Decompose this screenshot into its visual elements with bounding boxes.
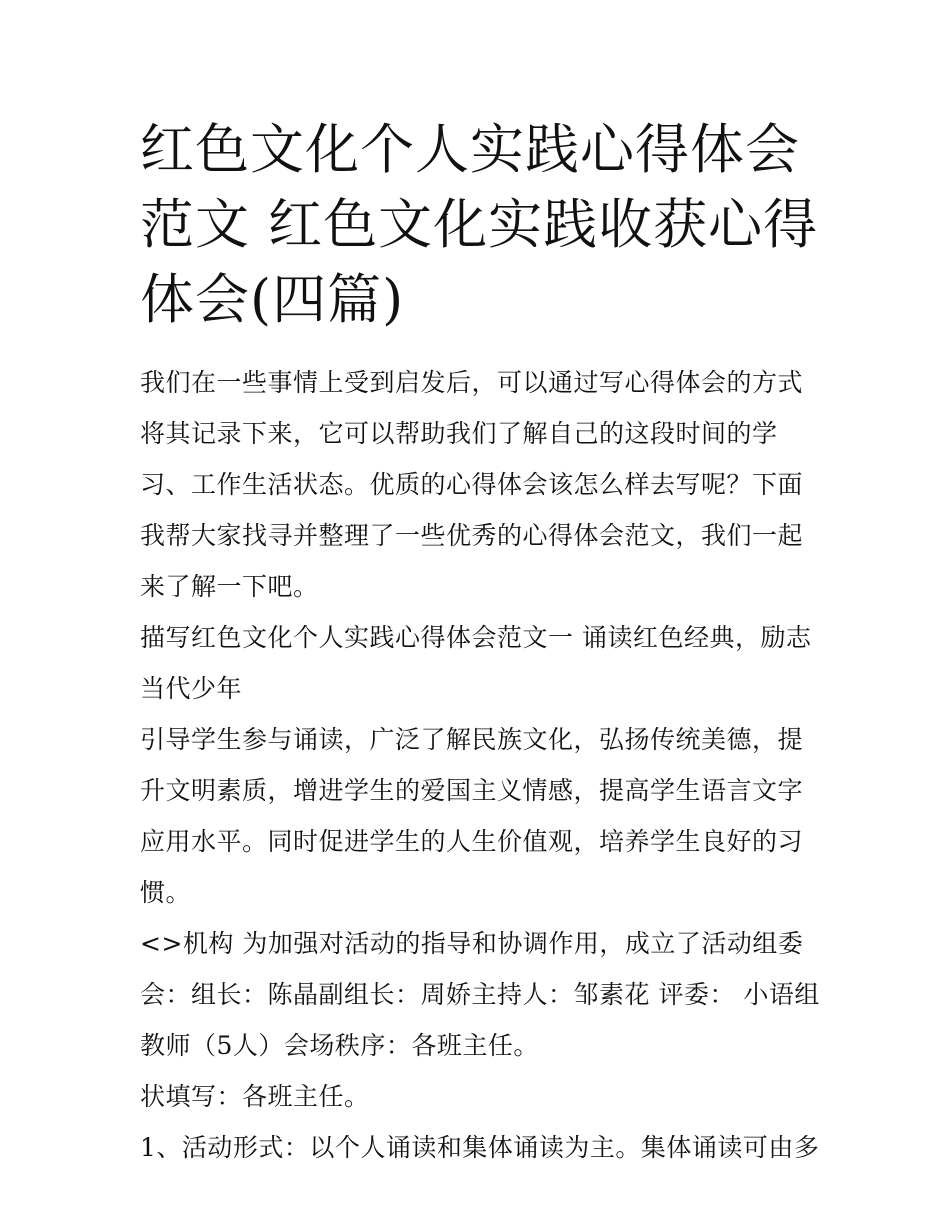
activity-form-paragraph: 1、活动形式：以个人诵读和集体诵读为主。集体诵读可由多 [140, 1133, 820, 1162]
form-filling-paragraph: 状填写：各班主任。 [140, 1082, 370, 1111]
purpose-paragraph: 引导学生参与诵读，广泛了解民族文化，弘扬传统美德，提升文明素质，增进学生的爱国主义情感，提高学生语言文字应用水平。同时促进学生的人生价值观，培养学生良好的习惯。 [140, 725, 804, 907]
section-heading: 描写红色文化个人实践心得体会范文一 诵读红色经典，励志当代少年 [140, 623, 812, 703]
intro-paragraph: 我们在一些事情上受到启发后，可以通过写心得体会的方式将其记录下来，它可以帮助我们了解自己的这段时间的学习、工作生活状态。优质的心得体会该怎么样去写呢？下面我帮大家找寻并整理了一些优秀的心得体会范文，我们一起来了解一下吧。 [140, 368, 804, 601]
organization-paragraph: <>机构 为加强对活动的指导和协调作用，成立了活动组委会：组长：陈晶副组长：周娇主持人：邹素花 评委： 小语组教师（5人）会场秩序：各班主任。 [140, 929, 820, 1060]
document-title: 红色文化个人实践心得体会范文 红色文化实践收获心得体会(四篇) [140, 118, 819, 331]
document-body [140, 357, 820, 1173]
